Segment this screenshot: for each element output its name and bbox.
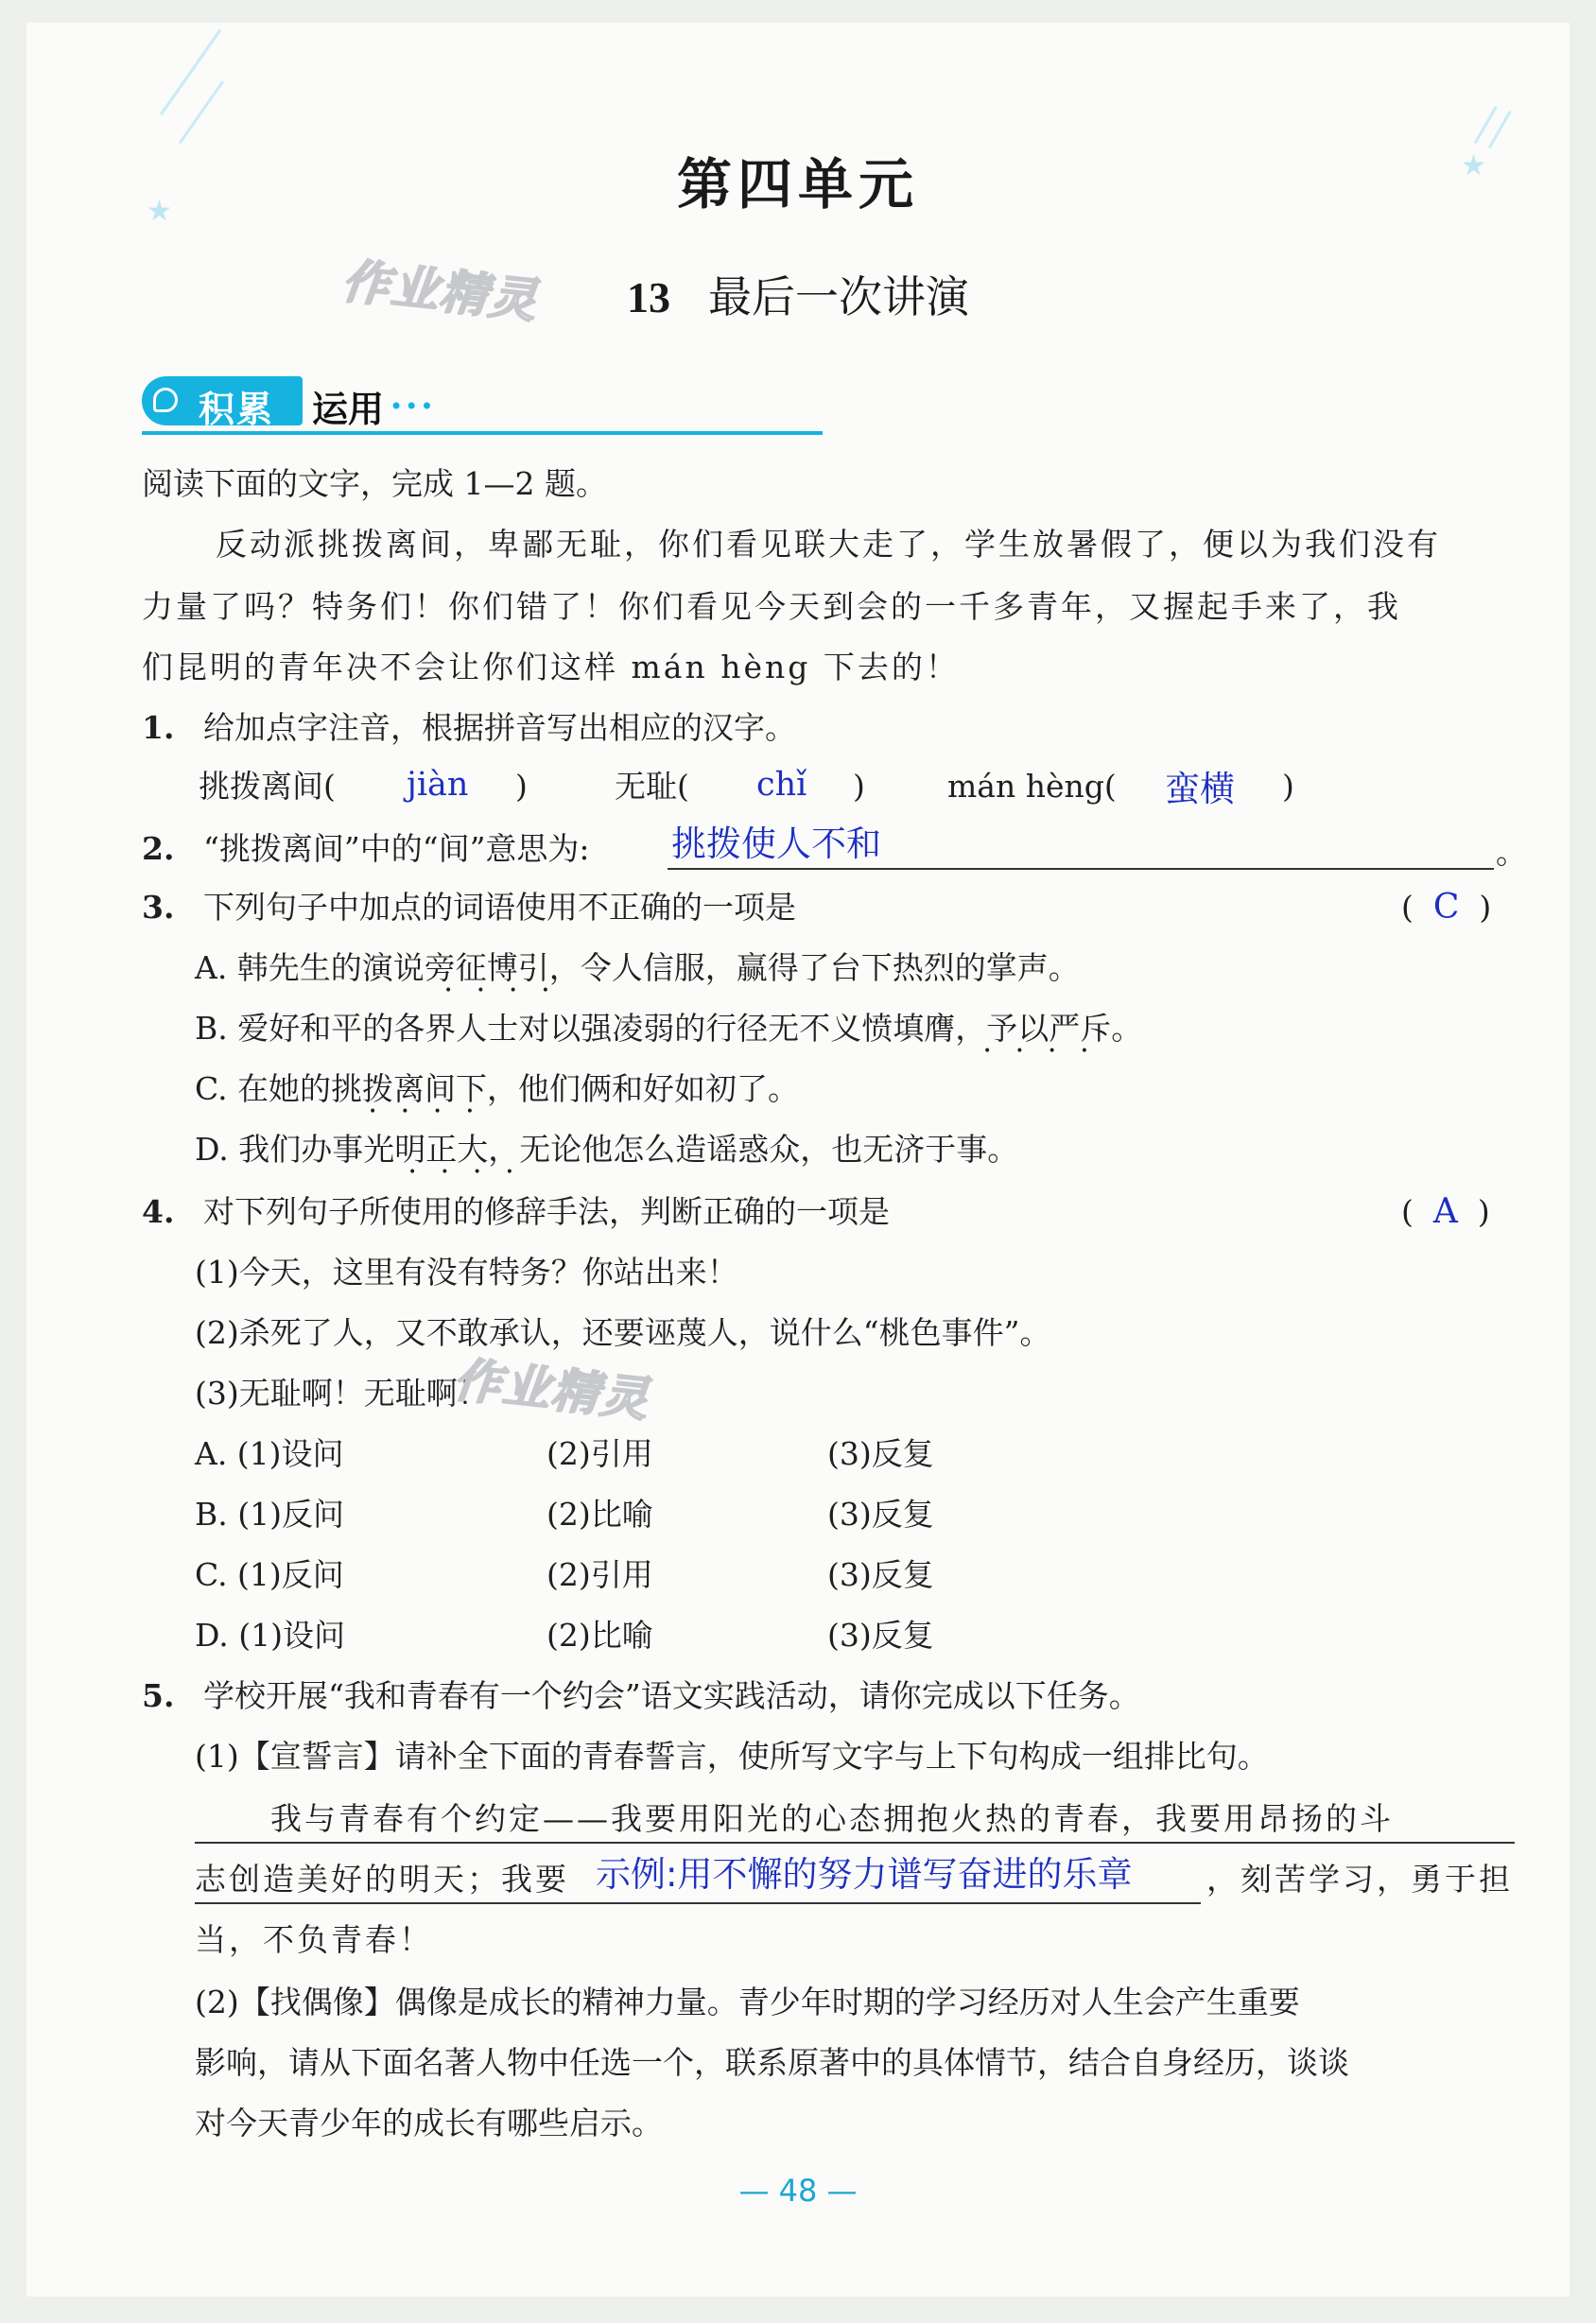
emphasis-dots: •••• bbox=[369, 1104, 499, 1119]
q1-answer-2: chǐ bbox=[756, 766, 807, 804]
q2-answer: 挑拨使人不和 bbox=[671, 823, 881, 864]
q2-answer-line bbox=[668, 868, 1494, 870]
lesson-title: 最后一次讲演 bbox=[708, 271, 969, 322]
q1-answer-3: 蛮横 bbox=[1165, 769, 1235, 809]
q4-option-b-1: B. (1)反问 bbox=[195, 1496, 344, 1533]
q4-option-b-2: (2)比喻 bbox=[546, 1496, 653, 1533]
q4-option-a-3: (3)反复 bbox=[827, 1435, 934, 1472]
tag-icon bbox=[153, 388, 178, 412]
watermark-logo: 作业精灵 bbox=[339, 253, 542, 329]
intro-text: 阅读下面的文字，完成 1—2 题。 bbox=[142, 465, 607, 502]
watermark-logo: 作业精灵 bbox=[451, 1352, 653, 1428]
q4-option-d-3: (3)反复 bbox=[827, 1617, 934, 1654]
oath-underline-1 bbox=[195, 1842, 1515, 1844]
q3-option-d: D. 我们办事光明正大，无论他怎么造谣惑众，也无济于事。 bbox=[195, 1131, 1019, 1168]
q4-option-d-2: (2)比喻 bbox=[546, 1617, 653, 1654]
q4-option-c-3: (3)反复 bbox=[827, 1556, 934, 1593]
q5-oath-line-3: 当，不负青春！ bbox=[195, 1921, 433, 1958]
passage-line-1: 反动派挑拨离间，卑鄙无耻，你们看见联大走了，学生放暑假了，便以为我们没有 bbox=[216, 526, 1441, 563]
emphasis-dots: •••• bbox=[444, 983, 575, 998]
q1-item-3: mán hèng( bbox=[947, 768, 1117, 805]
q1-close-2: ) bbox=[853, 768, 865, 805]
emphasis-dots: •••• bbox=[408, 1165, 539, 1180]
q4-sentence-1: (1)今天，这里有没有特务？你站出来！ bbox=[195, 1254, 738, 1291]
q4-sentence-2: (2)杀死了人，又不敢承认，还要诬蔑人，说什么“桃色事件”。 bbox=[195, 1314, 1051, 1351]
q2-stem: “挑拨离间”中的“间”意思为: bbox=[202, 830, 590, 867]
q3-stem: 下列句子中加点的词语使用不正确的一项是 bbox=[202, 889, 796, 926]
emphasis-dots: •••• bbox=[983, 1044, 1114, 1059]
q3-stem-line: 3. 下列句子中加点的词语使用不正确的一项是 bbox=[142, 889, 796, 926]
q5-sub1: (1)【宣誓言】请补全下面的青春誓言，使所写文字与上下句构成一组排比句。 bbox=[195, 1738, 1269, 1775]
q4-option-c-2: (2)引用 bbox=[546, 1556, 653, 1593]
oath-underline-2 bbox=[195, 1902, 1201, 1904]
q1-stem: 给加点字注音，根据拼音写出相应的汉字。 bbox=[202, 709, 796, 746]
q3-answer-bracket: ( C ) bbox=[1401, 888, 1492, 927]
section-label: 运用 bbox=[312, 389, 385, 430]
section-underline bbox=[142, 431, 823, 435]
q4-option-a-1: A. (1)设问 bbox=[195, 1435, 344, 1472]
q1-item-2: 无耻( bbox=[615, 768, 689, 805]
q1-answer-1: jiàn bbox=[407, 766, 469, 804]
q4-answer-bracket: ( A ) bbox=[1401, 1192, 1490, 1231]
unit-title: 第四单元 bbox=[676, 152, 919, 217]
q1-stem-line bbox=[142, 709, 796, 747]
q4-stem: 对下列句子所使用的修辞手法，判断正确的一项是 bbox=[202, 1193, 890, 1230]
section-dots: ••• bbox=[390, 393, 436, 420]
q5-oath-answer: 示例:用不懈的努力谱写奋进的乐章 bbox=[596, 1854, 1133, 1895]
q2-end: 。 bbox=[1496, 834, 1527, 871]
q4-answer: A bbox=[1432, 1192, 1458, 1231]
q4-option-a-2: (2)引用 bbox=[546, 1435, 653, 1472]
q5-stem: 学校开展“我和青春有一个约会”语文实践活动，请你完成以下任务。 bbox=[202, 1677, 1140, 1714]
q5-oath-line-2a: 志创造美好的明天；我要 bbox=[195, 1861, 569, 1898]
q4-option-d-1: D. (1)设问 bbox=[195, 1617, 346, 1654]
q1-number: 1. bbox=[142, 709, 175, 746]
q4-stem-line: 4. 对下列句子所使用的修辞手法，判断正确的一项是 bbox=[142, 1193, 890, 1230]
section-badge bbox=[142, 376, 303, 430]
q1-item-1: 挑拨离间( bbox=[199, 768, 336, 805]
star-icon: ★ bbox=[147, 195, 172, 228]
passage-line-3: 们昆明的青年决不会让你们这样 mán hèng 下去的！ bbox=[142, 649, 960, 685]
lesson-number: 13 bbox=[627, 273, 670, 321]
star-icon: ★ bbox=[1461, 149, 1486, 182]
q5-sub2-line-3: 对今天青少年的成长有哪些启示。 bbox=[195, 2105, 663, 2141]
q5-sub2-line-2: 影响，请从下面名著人物中任选一个，联系原著中的具体情节，结合自身经历，谈谈 bbox=[195, 2044, 1349, 2081]
q3-option-a: A. 韩先生的演说旁征博引，令人信服，赢得了台下热烈的掌声。 bbox=[195, 949, 1080, 986]
q4-sentence-3: (3)无耻啊！无耻啊！ bbox=[195, 1375, 489, 1412]
q3-answer: C bbox=[1432, 888, 1460, 927]
page-number: — 48 — bbox=[738, 2173, 858, 2209]
q5-oath-line-1: 我与青春有个约定——我要用阳光的心态拥抱火热的青春，我要用昂扬的斗 bbox=[270, 1800, 1394, 1837]
section-badge-text: 积累 bbox=[199, 389, 275, 430]
q1-close-3: ) bbox=[1282, 768, 1294, 805]
q2-stem-line: 2. “挑拨离间”中的“间”意思为: bbox=[142, 830, 590, 867]
q4-option-b-3: (3)反复 bbox=[827, 1496, 934, 1533]
q1-close-1: ) bbox=[515, 768, 528, 805]
q3-option-c: C. 在她的挑拨离间下，他们俩和好如初了。 bbox=[195, 1070, 800, 1107]
q4-option-c-1: C. (1)反问 bbox=[195, 1556, 344, 1593]
passage-line-2: 力量了吗？特务们！你们错了！你们看见今天到会的一千多青年，又握起手来了，我 bbox=[142, 588, 1401, 625]
q5-stem-line: 5. 学校开展“我和青春有一个约会”语文实践活动，请你完成以下任务。 bbox=[142, 1677, 1140, 1714]
q5-sub2-line-1: (2)【找偶像】偶像是成长的精神力量。青少年时期的学习经历对人生会产生重要 bbox=[195, 1984, 1300, 2020]
q5-oath-line-2b: ，刻苦学习，勇于担 bbox=[1206, 1861, 1513, 1898]
q3-option-b: B. 爱好和平的各界人士对以强凌弱的行径无不义愤填膺，予以严斥。 bbox=[195, 1010, 1143, 1047]
lesson-heading bbox=[0, 263, 1596, 325]
